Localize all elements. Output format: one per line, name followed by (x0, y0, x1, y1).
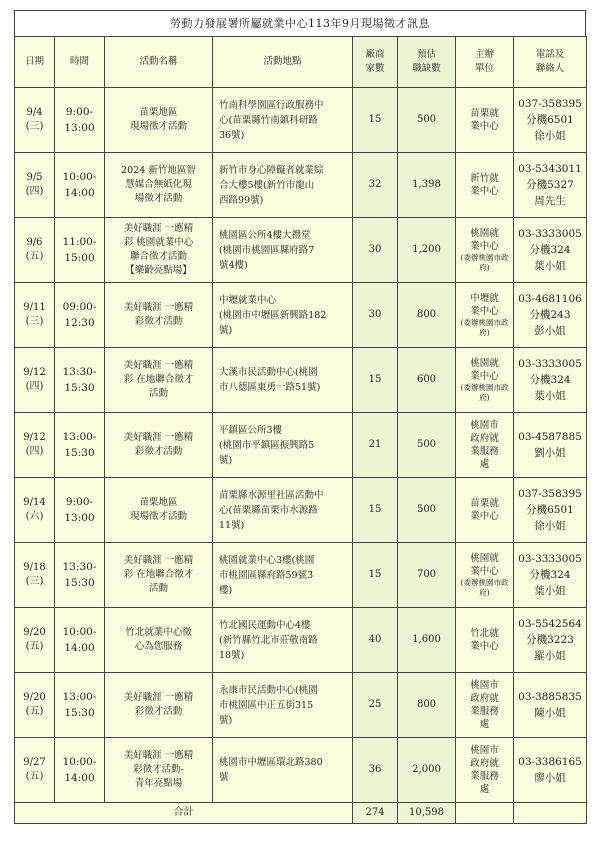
row-time-line: 10:00- (62, 756, 97, 768)
row-activity-name-line: 竹北就業中心徵 (125, 627, 192, 638)
row-date (15, 608, 55, 673)
row-location-line: 號) (219, 714, 233, 726)
row-organizer-note: (委辦桃園市政府) (460, 383, 509, 402)
table-body (15, 88, 587, 803)
row-time (55, 478, 105, 543)
row-organizer-note: (委辦桃園市政府) (460, 578, 509, 597)
table-row (15, 478, 587, 543)
row-location-line: 合大樓5樓(新竹市龍山 (219, 179, 315, 191)
job-fair-table (14, 36, 587, 824)
row-location-line: 平鎮區公所3樓 (219, 424, 283, 436)
row-activity-name-line: 現場徵才活動 (129, 121, 187, 132)
header-organizer (456, 37, 514, 88)
row-jobs: 2,000 (398, 738, 456, 803)
row-location-line: 市桃園區中正五街315 (219, 699, 314, 711)
row-location-line: 新竹市身心障礙者就業綜 (219, 164, 324, 176)
row-firms: 15 (353, 348, 398, 413)
row-activity-name-line: 美好職涯 一應精 (123, 555, 194, 566)
row-organizer-line: 處 (479, 459, 490, 470)
row-time (55, 608, 105, 673)
row-organizer (456, 738, 514, 803)
row-activity-name (105, 88, 213, 153)
row-date-line: (五) (25, 771, 44, 782)
row-activity-name (105, 478, 213, 543)
row-contact-line: 037-358395 (518, 488, 582, 500)
row-contact (514, 348, 587, 413)
row-contact-line: 彭小姐 (534, 325, 566, 337)
row-date-line: (五) (25, 251, 44, 262)
row-time-line: 09:00- (62, 301, 97, 313)
row-contact-line: 羅小姐 (534, 650, 566, 662)
header-location: 活動地點 (213, 37, 353, 88)
table-row (15, 673, 587, 738)
row-location-line: 號) (219, 454, 233, 466)
row-activity-name (105, 153, 213, 218)
row-organizer-line: 竹北就 (470, 628, 499, 639)
row-organizer-line: 業中心 (470, 371, 499, 382)
total-contact-empty (514, 803, 587, 824)
row-organizer (456, 348, 514, 413)
row-organizer-line: 政府就 (470, 693, 499, 704)
row-time (55, 673, 105, 738)
row-date (15, 543, 55, 608)
row-location-line: (桃園市平鎮區振興路5 (219, 439, 315, 451)
row-contact (514, 608, 587, 673)
row-date-line: 9/12 (23, 367, 46, 378)
row-firms: 15 (353, 543, 398, 608)
row-time-line: 9:00- (65, 496, 94, 508)
row-contact-line: 03-3885835 (518, 691, 582, 703)
row-organizer (456, 413, 514, 478)
row-time-line: 12:30 (64, 317, 95, 329)
row-activity-name-line: 苗栗地區 (139, 497, 178, 508)
row-location-line: 號 (219, 772, 229, 783)
row-time-line: 11:00- (62, 236, 97, 248)
row-organizer-line: 政府就 (470, 758, 499, 769)
row-activity-name-line: 場徵才活動 (134, 193, 183, 204)
row-contact-line: 分機3223 (526, 634, 574, 646)
row-contact-line: 分機324 (529, 244, 571, 256)
row-firms: 25 (353, 673, 398, 738)
row-time-line: 15:30 (64, 577, 95, 589)
row-date (15, 673, 55, 738)
row-jobs: 800 (398, 673, 456, 738)
row-activity-name-line: 美好職涯 一應精 (123, 223, 194, 234)
row-contact (514, 543, 587, 608)
table-row (15, 413, 587, 478)
row-location (213, 478, 353, 543)
row-activity-name-line: 活動 (148, 388, 168, 399)
row-location-line: 號) (219, 324, 233, 336)
row-firms: 30 (353, 283, 398, 348)
row-firms: 40 (353, 608, 398, 673)
row-time (55, 218, 105, 283)
row-activity-name (105, 283, 213, 348)
row-date-line: (三) (25, 576, 44, 587)
row-activity-name-line: 彩徵才活動 (134, 446, 183, 457)
row-location-line: 桃園市中壢區環北路380 (219, 757, 323, 768)
row-contact (514, 88, 587, 153)
row-contact (514, 283, 587, 348)
total-label: 合計 (15, 803, 353, 824)
row-activity-name (105, 348, 213, 413)
row-organizer-line: 業中心 (470, 566, 499, 577)
table-row (15, 543, 587, 608)
row-time (55, 153, 105, 218)
row-date (15, 413, 55, 478)
row-date-line: (三) (25, 316, 44, 327)
row-location-line: 市桃園區縣府路59號3 (219, 569, 314, 581)
row-organizer-line: 業服務 (470, 771, 499, 782)
page-title: 勞動力發展署所屬就業中心113年9月現場徵才訊息 (14, 10, 586, 36)
row-contact-line: 葉小姐 (534, 390, 566, 402)
total-firms: 274 (353, 803, 398, 824)
table-row (15, 283, 587, 348)
header-firms-line: 家數 (365, 63, 385, 74)
row-activity-name-line: 心為您服務 (134, 641, 183, 652)
row-location (213, 218, 353, 283)
row-organizer-line: 政府就 (470, 433, 499, 444)
row-contact-line: 劉小姐 (534, 447, 566, 459)
row-time (55, 88, 105, 153)
row-location-line: 苗栗縣水源里社區活動中 (219, 489, 324, 501)
row-activity-name-line: 彩 在地聯合徵才 (123, 374, 194, 385)
row-activity-name-line: 美好職涯 一應精 (123, 432, 194, 443)
row-organizer-line: 業中心 (470, 241, 499, 252)
header-firms-line: 廠商 (365, 49, 385, 60)
row-contact (514, 478, 587, 543)
row-activity-name-line: 美好職涯 一應精 (123, 302, 194, 313)
row-activity-name-line: 美好職涯 一應精 (123, 750, 194, 761)
row-date-line: (四) (25, 381, 44, 392)
row-time (55, 738, 105, 803)
row-activity-name-line: 美好職涯 一應精 (123, 360, 194, 371)
row-date-line: (六) (25, 511, 44, 522)
row-contact-line: 分機5327 (526, 179, 574, 191)
row-date-line: 9/6 (26, 237, 43, 248)
row-date (15, 88, 55, 153)
row-location-line: (桃園市桃園區縣府路7 (219, 244, 315, 256)
row-location (213, 738, 353, 803)
row-organizer (456, 153, 514, 218)
row-location-line: 心(苗栗縣竹南鎮科研路 (219, 114, 318, 126)
row-date (15, 153, 55, 218)
row-time-line: 15:30 (64, 707, 95, 719)
row-activity-name-line: 彩徵才活動- (133, 764, 184, 775)
row-contact (514, 218, 587, 283)
row-contact-line: 葉小姐 (534, 260, 566, 272)
row-organizer-line: 業中心 (470, 186, 499, 197)
row-activity-name-line: 彩 桃園就業中心 (123, 237, 194, 248)
row-contact (514, 153, 587, 218)
row-organizer (456, 218, 514, 283)
row-organizer (456, 478, 514, 543)
row-organizer-line: 業服務 (470, 706, 499, 717)
row-date-line: 9/5 (26, 172, 43, 183)
row-time-line: 15:00 (64, 252, 95, 264)
row-time-line: 15:30 (64, 382, 95, 394)
header-jobs-line: 預估 (416, 49, 436, 60)
row-date (15, 283, 55, 348)
header-jobs (398, 37, 456, 88)
row-organizer (456, 543, 514, 608)
row-contact-line: 037-358395 (518, 98, 582, 110)
table-row (15, 608, 587, 673)
row-firms: 15 (353, 88, 398, 153)
row-location-line: 36號) (219, 129, 245, 141)
row-time-line: 13:00- (62, 431, 97, 443)
row-location-line: 中壢就業中心 (219, 294, 277, 306)
row-activity-name (105, 608, 213, 673)
row-organizer-line: 桃園就 (470, 553, 499, 564)
row-date-line: 9/4 (26, 107, 43, 118)
row-contact-line: 03-4587885 (518, 431, 582, 443)
row-time (55, 543, 105, 608)
row-activity-name-line: 聯合徵才活動 (129, 251, 187, 262)
row-activity-name-line: 青年亮點場 (134, 778, 183, 789)
row-jobs: 500 (398, 413, 456, 478)
row-location-line: 市八德區東勇一路51號) (219, 382, 321, 393)
row-organizer-line: 處 (479, 784, 490, 795)
row-contact-line: 分機324 (529, 569, 571, 581)
row-activity-name-line: 彩 在地聯合徵才 (123, 569, 194, 580)
row-organizer (456, 283, 514, 348)
row-organizer-line: 桃園就 (470, 228, 499, 239)
row-organizer-line: 業中心 (470, 511, 499, 522)
row-date (15, 218, 55, 283)
row-date-line: 9/12 (23, 432, 46, 443)
row-activity-name (105, 543, 213, 608)
row-contact-line: 03-3386165 (518, 756, 582, 768)
row-location-line: 永康市民活動中心(桃園 (219, 684, 318, 696)
header-organizer-line: 單位 (474, 63, 494, 74)
row-date-line: 9/11 (23, 302, 46, 313)
job-fair-sheet (14, 10, 586, 824)
row-time-line: 14:00 (64, 772, 95, 784)
row-location-line: 西路99號) (219, 194, 264, 206)
row-contact-line: 徐小姐 (534, 130, 566, 142)
row-activity-name-line: 彩徵才活動 (134, 316, 183, 327)
row-time-line: 13:00 (64, 122, 95, 134)
row-date-line: 9/27 (23, 757, 46, 768)
table-row (15, 738, 587, 803)
row-time-line: 13:00 (64, 512, 95, 524)
row-date (15, 348, 55, 413)
row-location-line: 18號) (219, 649, 245, 661)
row-location (213, 413, 353, 478)
row-organizer-line: 業中心 (470, 306, 499, 317)
row-location-line: 竹南科學園區行政服務中 (219, 99, 324, 111)
row-organizer-note: (委辦桃園市政府) (460, 318, 509, 337)
row-location-line: 號4樓) (219, 259, 248, 271)
row-contact-line: 03-3333005 (518, 553, 582, 565)
row-organizer-line: 苗栗就 (470, 498, 499, 509)
row-activity-name-line: 【樂齡亮點場】 (125, 265, 192, 276)
row-organizer-line: 桃園市 (470, 745, 499, 756)
row-contact-line: 分機6501 (526, 114, 574, 126)
header-time: 時間 (55, 37, 105, 88)
row-contact-line: 周先生 (534, 195, 566, 207)
table-row (15, 153, 587, 218)
header-name: 活動名稱 (105, 37, 213, 88)
row-contact-line: 03-5343011 (518, 163, 582, 175)
row-time-line: 13:00- (62, 691, 97, 703)
row-date-line: (三) (25, 121, 44, 132)
table-row (15, 348, 587, 413)
row-date-line: 9/18 (23, 562, 46, 573)
row-date-line: (五) (25, 641, 44, 652)
row-date (15, 738, 55, 803)
row-organizer-line: 業中心 (470, 641, 499, 652)
row-time (55, 413, 105, 478)
row-date-line: (四) (25, 186, 44, 197)
row-time-line: 14:00 (64, 642, 95, 654)
row-activity-name-line: 現場徵才活動 (129, 511, 187, 522)
row-time-line: 15:30 (64, 447, 95, 459)
row-location (213, 88, 353, 153)
row-jobs: 600 (398, 348, 456, 413)
row-organizer (456, 88, 514, 153)
row-contact-line: 03-3333005 (518, 358, 582, 370)
row-jobs: 1,200 (398, 218, 456, 283)
row-jobs: 700 (398, 543, 456, 608)
row-activity-name-line: 美好職涯 一應精 (123, 692, 194, 703)
header-contact (514, 37, 587, 88)
row-jobs: 500 (398, 478, 456, 543)
row-organizer-line: 桃園市 (470, 680, 499, 691)
table-row (15, 88, 587, 153)
row-contact-line: 03-5542564 (518, 618, 582, 630)
row-time-line: 13:30- (62, 561, 97, 573)
row-firms: 30 (353, 218, 398, 283)
row-contact-line: 葉小姐 (534, 585, 566, 597)
row-contact-line: 分機6501 (526, 504, 574, 516)
row-organizer-line: 苗栗就 (470, 108, 499, 119)
row-location (213, 673, 353, 738)
row-activity-name-line: 慧媒合無紙化現 (125, 179, 192, 190)
row-activity-name (105, 673, 213, 738)
row-location-line: 竹北國民運動中心4樓 (219, 619, 311, 631)
row-contact-line: 03-3333005 (518, 228, 582, 240)
row-activity-name-line: 2024 新竹地區智 (121, 165, 196, 176)
row-firms: 15 (353, 478, 398, 543)
row-location-line: 樓) (219, 584, 233, 596)
row-location-line: (新竹縣竹北市莊敬南路 (219, 634, 318, 646)
row-date (15, 478, 55, 543)
header-row (15, 37, 587, 88)
row-activity-name-line: 彩徵才活動 (134, 706, 183, 717)
row-date-line: 9/14 (23, 497, 46, 508)
row-location-line: 大溪市民活動中心(桃園 (219, 367, 318, 378)
row-activity-name-line: 苗栗地區 (139, 107, 178, 118)
row-location (213, 283, 353, 348)
row-time-line: 13:30- (62, 366, 97, 378)
row-organizer-line: 業中心 (470, 121, 499, 132)
row-jobs: 1,600 (398, 608, 456, 673)
table-row (15, 218, 587, 283)
row-time-line: 10:00- (62, 171, 97, 183)
row-jobs: 1,398 (398, 153, 456, 218)
row-date-line: (五) (25, 706, 44, 717)
row-contact-line: 03-4681106 (518, 293, 582, 305)
row-time-line: 10:00- (62, 626, 97, 638)
row-contact-line: 分機324 (529, 374, 571, 386)
row-organizer (456, 608, 514, 673)
header-jobs-line: 職缺數 (412, 63, 441, 74)
total-organizer-empty (456, 803, 514, 824)
header-contact-line: 聯絡人 (535, 63, 565, 74)
row-organizer (456, 673, 514, 738)
row-time-line: 14:00 (64, 187, 95, 199)
row-contact (514, 738, 587, 803)
row-contact-line: 徐小姐 (534, 520, 566, 532)
row-location-line: 桃園就業中心3樓(桃園 (219, 554, 315, 566)
total-row (15, 803, 587, 824)
row-organizer-line: 桃園市 (470, 420, 499, 431)
row-contact-line: 廖小姐 (534, 772, 566, 784)
row-activity-name (105, 413, 213, 478)
row-firms: 32 (353, 153, 398, 218)
row-organizer-note: (委辦桃園市政府) (460, 253, 509, 272)
row-organizer-line: 新竹就 (470, 173, 499, 184)
row-location (213, 608, 353, 673)
header-contact-line: 電話及 (535, 49, 565, 60)
row-activity-name-line: 活動 (148, 583, 168, 594)
row-date-line: 9/20 (23, 627, 46, 638)
total-jobs: 10,598 (398, 803, 456, 824)
row-location-line: 心(苗栗縣苗栗市水源路 (219, 504, 318, 516)
header-firms (353, 37, 398, 88)
row-organizer-line: 桃園就 (470, 358, 499, 369)
row-time-line: 9:00- (65, 106, 94, 118)
row-activity-name (105, 218, 213, 283)
row-jobs: 500 (398, 88, 456, 153)
row-location-line: (桃園市中壢區新興路182 (219, 309, 327, 321)
header-date: 日期 (15, 37, 55, 88)
row-location (213, 153, 353, 218)
row-date-line: (四) (25, 446, 44, 457)
row-location (213, 348, 353, 413)
row-location-line: 11號) (219, 519, 245, 531)
header-organizer-line: 主辦 (474, 49, 494, 60)
row-contact-line: 陳小姐 (534, 707, 566, 719)
row-firms: 21 (353, 413, 398, 478)
row-organizer-line: 中壢就 (470, 293, 499, 304)
row-time (55, 348, 105, 413)
row-organizer-line: 業服務 (470, 446, 499, 457)
row-time (55, 283, 105, 348)
row-contact (514, 673, 587, 738)
row-location (213, 543, 353, 608)
row-contact-line: 分機243 (529, 309, 571, 321)
row-date-line: 9/20 (23, 692, 46, 703)
row-firms: 36 (353, 738, 398, 803)
row-contact (514, 413, 587, 478)
row-jobs: 800 (398, 283, 456, 348)
row-activity-name (105, 738, 213, 803)
row-organizer-line: 處 (479, 719, 490, 730)
row-location-line: 桃園區公所4樓大禮堂 (219, 229, 311, 241)
